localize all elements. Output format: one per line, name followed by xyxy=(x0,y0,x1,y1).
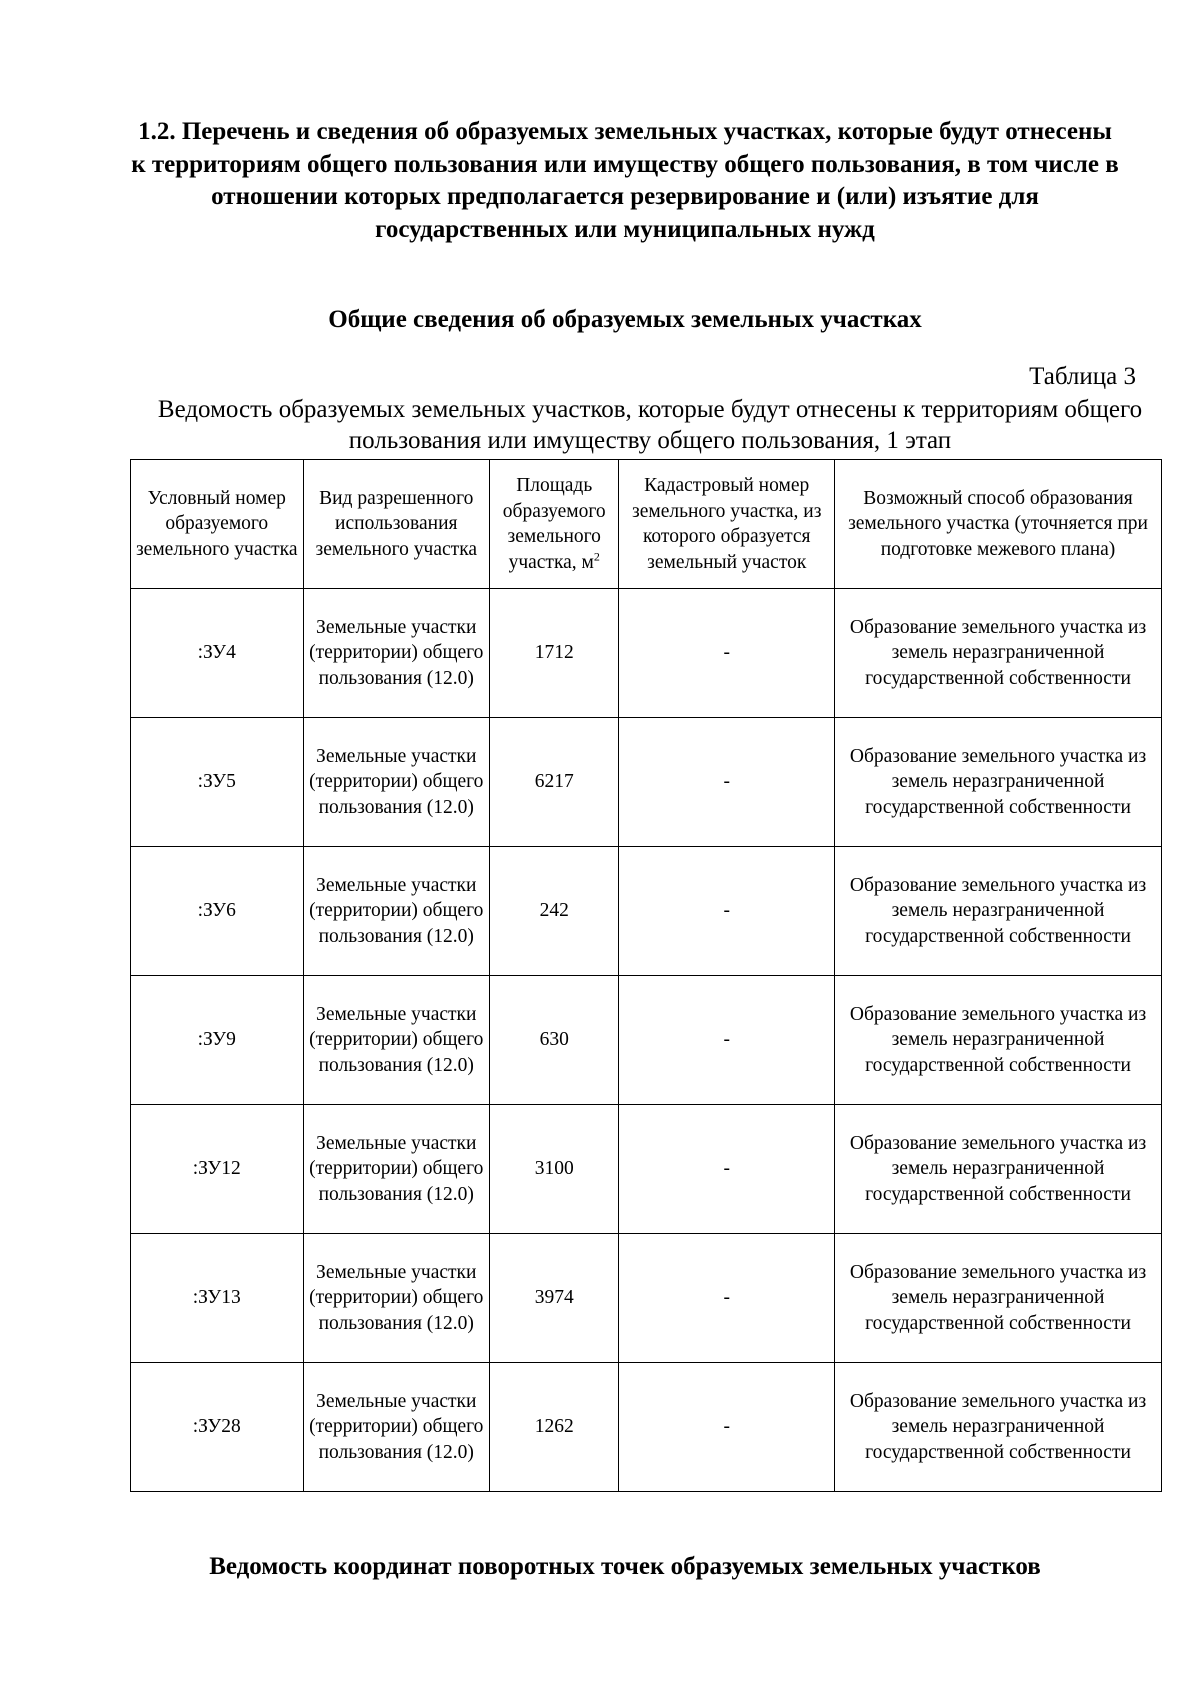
cell-permitted-use: Земельные участки (территории) общего пользования (12.0) xyxy=(303,976,490,1105)
cell-formation-method: Образование земельного участка из земель неразграниченной государственной собственности xyxy=(835,718,1162,847)
cell-area: 6217 xyxy=(490,718,619,847)
cell-permitted-use: Земельные участки (территории) общего пользования (12.0) xyxy=(303,1363,490,1492)
header-permitted-use: Вид разрешенного использования земельного участка xyxy=(303,460,490,589)
cell-area: 1262 xyxy=(490,1363,619,1492)
cell-conditional-number: :ЗУ5 xyxy=(131,718,304,847)
table-row xyxy=(131,847,1162,976)
cell-cadastral-number: - xyxy=(619,1234,835,1363)
header-area-unit-power: 2 xyxy=(593,549,600,563)
cell-formation-method: Образование земельного участка из земель неразграниченной государственной собственности xyxy=(835,847,1162,976)
parcels-table xyxy=(130,459,1162,1492)
cell-permitted-use: Земельные участки (территории) общего пользования (12.0) xyxy=(303,718,490,847)
cell-permitted-use: Земельные участки (территории) общего пользования (12.0) xyxy=(303,1105,490,1234)
table-row xyxy=(131,1105,1162,1234)
next-section-heading: Ведомость координат поворотных точек образуемых земельных участков xyxy=(209,1553,1041,1580)
cell-formation-method: Образование земельного участка из земель неразграниченной государственной собственности xyxy=(835,1234,1162,1363)
header-formation-method: Возможный способ образования земельного участка (уточняется при подготовке межевого плана) xyxy=(835,460,1162,589)
table-header-row xyxy=(131,460,1162,589)
cell-conditional-number: :ЗУ6 xyxy=(131,847,304,976)
table-row xyxy=(131,589,1162,718)
cell-permitted-use: Земельные участки (территории) общего пользования (12.0) xyxy=(303,1234,490,1363)
cell-area: 3974 xyxy=(490,1234,619,1363)
cell-conditional-number: :ЗУ28 xyxy=(131,1363,304,1492)
cell-cadastral-number: - xyxy=(619,589,835,718)
cell-formation-method: Образование земельного участка из земель неразграниченной государственной собственности xyxy=(835,1105,1162,1234)
cell-permitted-use: Земельные участки (территории) общего пользования (12.0) xyxy=(303,847,490,976)
cell-conditional-number: :ЗУ9 xyxy=(131,976,304,1105)
cell-area: 3100 xyxy=(490,1105,619,1234)
header-conditional-number: Условный номер образуемого земельного участка xyxy=(131,460,304,589)
header-area xyxy=(490,460,619,589)
cell-cadastral-number: - xyxy=(619,847,835,976)
cell-formation-method: Образование земельного участка из земель неразграниченной государственной собственности xyxy=(835,1363,1162,1492)
cell-cadastral-number: - xyxy=(619,1363,835,1492)
cell-area: 242 xyxy=(490,847,619,976)
table-row xyxy=(131,1363,1162,1492)
header-area-label: Площадь образуемого земельного участка, м xyxy=(502,475,606,573)
cell-conditional-number: :ЗУ4 xyxy=(131,589,304,718)
cell-area: 630 xyxy=(490,976,619,1105)
cell-conditional-number: :ЗУ13 xyxy=(131,1234,304,1363)
section-heading: 1.2. Перечень и сведения об образуемых земельных участках, которые будут отнесены к территориям общего пользования или имуществу общего пользования, в том числе в отношении которых предполагается резервирование и (или) изъятие для государственных или муниципальных нужд xyxy=(131,118,1119,243)
table-row xyxy=(131,976,1162,1105)
cell-formation-method: Образование земельного участка из земель неразграниченной государственной собственности xyxy=(835,589,1162,718)
cell-formation-method: Образование земельного участка из земель неразграниченной государственной собственности xyxy=(835,976,1162,1105)
cell-cadastral-number: - xyxy=(619,718,835,847)
cell-permitted-use: Земельные участки (территории) общего пользования (12.0) xyxy=(303,589,490,718)
table-number: Таблица 3 xyxy=(1029,363,1136,390)
cell-cadastral-number: - xyxy=(619,1105,835,1234)
table-caption: Ведомость образуемых земельных участков, которые будут отнесены к территориям общего пользования или имуществу общего пользования, 1 этап xyxy=(157,396,1143,454)
table-row xyxy=(131,1234,1162,1363)
cell-area: 1712 xyxy=(490,589,619,718)
header-cadastral-number: Кадастровый номер земельного участка, из которого образуется земельный участок xyxy=(619,460,835,589)
cell-cadastral-number: - xyxy=(619,976,835,1105)
table-row xyxy=(131,718,1162,847)
cell-conditional-number: :ЗУ12 xyxy=(131,1105,304,1234)
section-subheading: Общие сведения об образуемых земельных участках xyxy=(328,306,922,333)
